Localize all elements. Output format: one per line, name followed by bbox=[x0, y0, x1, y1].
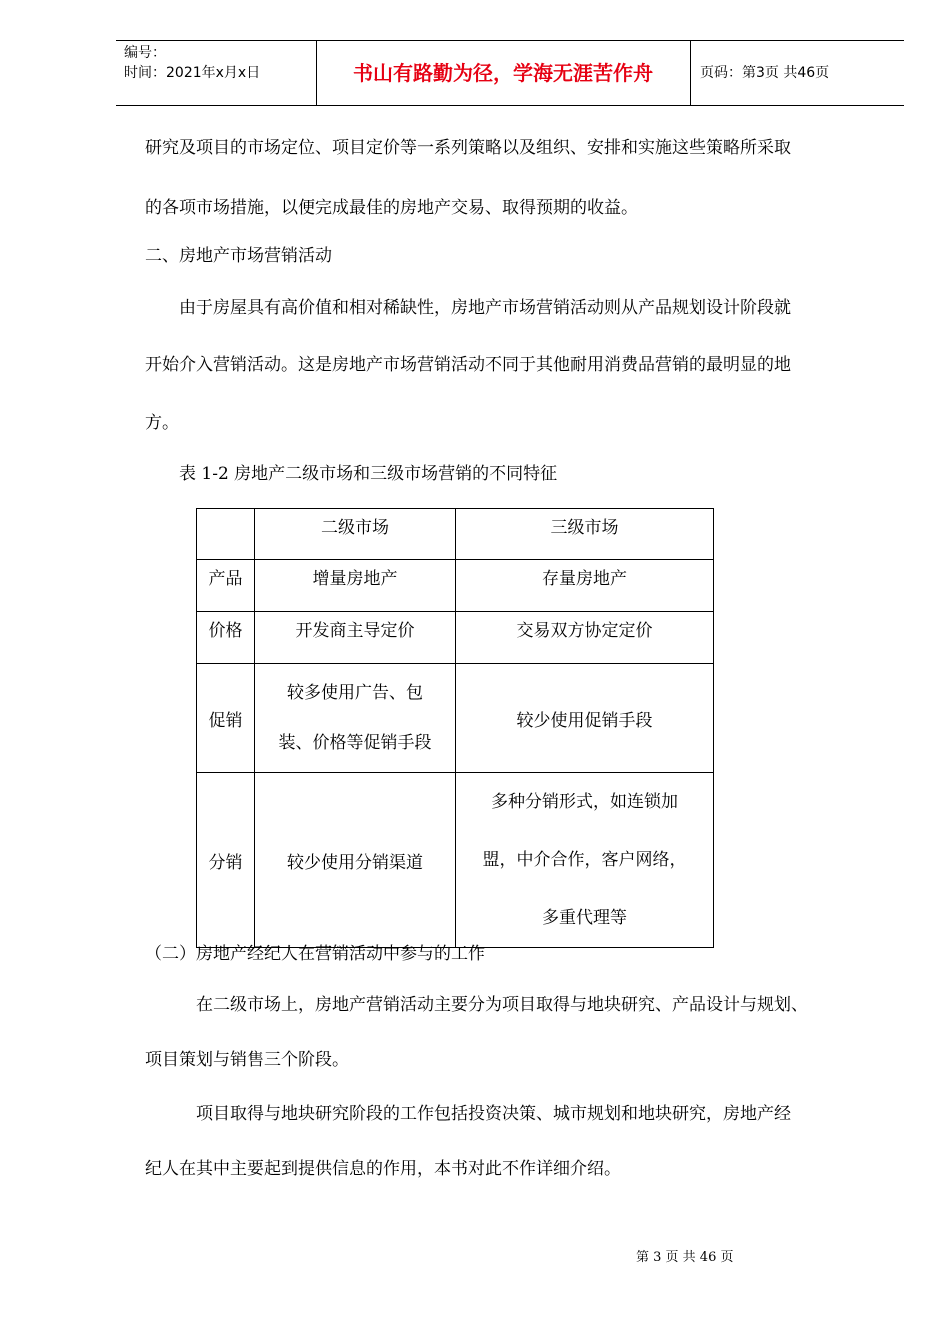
paragraph-line: 纪人在其中主要起到提供信息的作用，本书对此不作详细介绍。 bbox=[145, 1159, 621, 1179]
paragraph-line: 项目取得与地块研究阶段的工作包括投资决策、城市规划和地块研究，房地产经 bbox=[196, 1104, 791, 1124]
tertiary-market-cell bbox=[456, 773, 714, 948]
cell-line: 装、价格等促销手段 bbox=[278, 733, 432, 753]
table-caption: 表 1-2 房地产二级市场和三级市场营销的不同特征 bbox=[179, 464, 558, 484]
tertiary-market-cell: 较少使用促销手段 bbox=[456, 664, 714, 773]
header-divider bbox=[690, 41, 691, 105]
document-number-label: 编号： bbox=[124, 45, 166, 61]
table-row bbox=[197, 773, 714, 948]
subsection-heading: （二）房地产经纪人在营销活动中参与的工作 bbox=[145, 944, 485, 964]
section-heading: 二、房地产市场营销活动 bbox=[145, 246, 332, 266]
page-footer: 第 3 页 共 46 页 bbox=[636, 1250, 734, 1265]
table-row bbox=[197, 560, 714, 612]
table-header-cell: 二级市场 bbox=[255, 509, 456, 560]
header-motto: 书山有路勤为径，学海无涯苦作舟 bbox=[353, 61, 653, 85]
table-header-row bbox=[197, 509, 714, 560]
row-label: 分销 bbox=[197, 773, 255, 948]
secondary-market-cell bbox=[255, 664, 456, 773]
row-label: 价格 bbox=[197, 612, 255, 664]
tertiary-market-cell: 存量房地产 bbox=[456, 560, 714, 612]
cell-line: 盟，中介合作，客户网络， bbox=[482, 850, 687, 870]
row-label: 产品 bbox=[197, 560, 255, 612]
cell-line: 多重代理等 bbox=[542, 908, 627, 928]
secondary-market-cell: 增量房地产 bbox=[255, 560, 456, 612]
paragraph-line: 在二级市场上，房地产营销活动主要分为项目取得与地块研究、产品设计与规划、 bbox=[196, 995, 808, 1015]
cell-line: 较多使用广告、包 bbox=[287, 683, 423, 703]
secondary-market-cell: 较少使用分销渠道 bbox=[255, 773, 456, 948]
table-row bbox=[197, 664, 714, 773]
header-page-info: 页码：第3页 共46页 bbox=[700, 65, 830, 81]
table-header-cell: 三级市场 bbox=[456, 509, 714, 560]
tertiary-market-cell: 交易双方协定定价 bbox=[456, 612, 714, 664]
comparison-table bbox=[196, 508, 714, 948]
paragraph-line: 的各项市场措施，以便完成最佳的房地产交易、取得预期的收益。 bbox=[145, 198, 638, 218]
paragraph-line: 研究及项目的市场定位、项目定价等一系列策略以及组织、安排和实施这些策略所采取 bbox=[145, 138, 791, 158]
page-header bbox=[116, 40, 904, 106]
header-meta bbox=[124, 43, 260, 83]
table-header-cell bbox=[197, 509, 255, 560]
paragraph-line: 由于房屋具有高价值和相对稀缺性，房地产市场营销活动则从产品规划设计阶段就 bbox=[179, 298, 791, 318]
paragraph-line: 开始介入营销活动。这是房地产市场营销活动不同于其他耐用消费品营销的最明显的地 bbox=[145, 355, 791, 375]
paragraph-line: 方。 bbox=[145, 413, 179, 433]
table-row bbox=[197, 612, 714, 664]
cell-line: 多种分销形式，如连锁加 bbox=[491, 792, 678, 812]
document-time-label: 时间：2021年x月x日 bbox=[124, 65, 261, 81]
secondary-market-cell: 开发商主导定价 bbox=[255, 612, 456, 664]
paragraph-line: 项目策划与销售三个阶段。 bbox=[145, 1050, 349, 1070]
row-label: 促销 bbox=[197, 664, 255, 773]
